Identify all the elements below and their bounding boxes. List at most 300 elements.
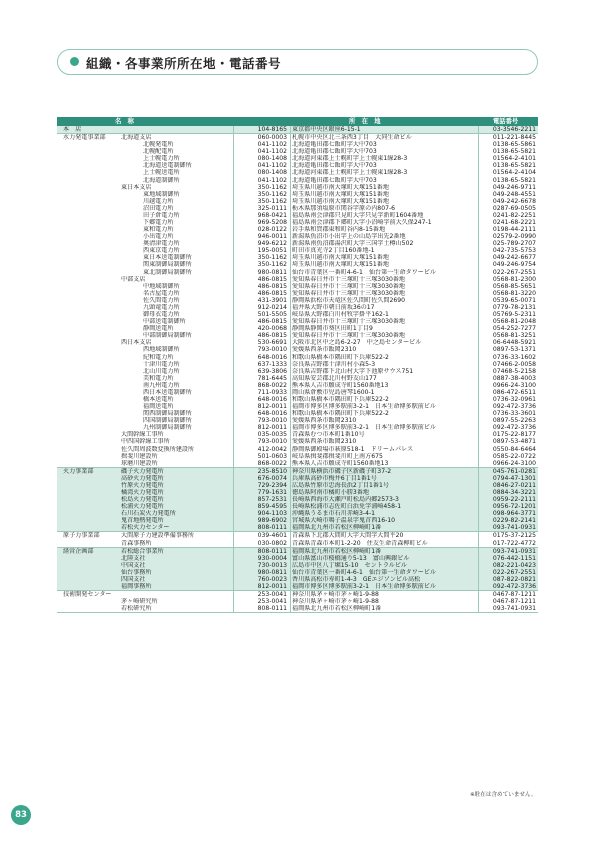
table-row	[57, 155, 538, 162]
table-row	[57, 503, 538, 510]
office-name-cell: 鬼首地熱発電所	[121, 517, 164, 525]
postal-code-cell: 730-0013	[257, 561, 287, 569]
address-cell: 福岡市博多区博多駅前3-2-1 日本生命博多駅前ビル	[292, 424, 436, 432]
office-name-cell: 仙台事務所	[121, 568, 152, 576]
table-row	[57, 496, 538, 503]
office-name-cell: 東日本支店	[121, 183, 152, 191]
address-cell: 高知県安芸郡北川村野友山177	[292, 374, 377, 382]
table-row	[57, 583, 538, 590]
address-cell: 兵庫県高砂市梅井6丁目1番1号	[292, 474, 377, 482]
postal-code-cell: 859-4595	[257, 503, 287, 511]
division-cell: 火力事業部	[63, 467, 94, 475]
address-cell: 和歌山県橋本市隅田町下兵庫522-2	[292, 353, 389, 361]
table-row	[57, 254, 538, 261]
table-row	[57, 354, 538, 361]
office-name-cell: 橋本送電所	[143, 395, 174, 403]
phone-cell: 054-252-7277	[492, 325, 536, 333]
office-name-cell: 静岡送電所	[143, 325, 174, 333]
phone-cell: 03-3546-2211	[492, 126, 536, 133]
postal-code-cell: 041-1102	[257, 148, 287, 156]
postal-code-cell: 812-0011	[257, 403, 287, 411]
office-name-cell: 名古屋電力所	[143, 289, 180, 297]
division-cell: 技術開発センター	[63, 591, 112, 599]
address-cell: 新潟県南魚沼郡湯沢町大字三国字土樽山502	[292, 240, 414, 248]
phone-cell: 045-761-0281	[492, 467, 536, 475]
table-row	[57, 339, 538, 346]
office-name-cell: 中地域制御所	[143, 282, 180, 290]
address-cell: 愛知県春日井市十三塚町十三塚3030番地	[292, 282, 406, 290]
phone-cell: 098-964-3771	[492, 510, 536, 518]
office-name-cell: 下郷電力所	[143, 219, 174, 227]
table-row	[57, 184, 538, 191]
phone-cell: 0568-81-2300	[492, 275, 536, 283]
phone-cell: 0241-82-2251	[492, 211, 536, 219]
header-address: 所 在 地	[349, 118, 381, 125]
table-row	[57, 346, 538, 353]
phone-cell: 06-6448-5921	[492, 339, 536, 347]
office-name-cell: 美和電力所	[143, 374, 174, 382]
office-name-cell: 揖斐川建設所	[121, 452, 158, 460]
table-row	[57, 148, 538, 155]
postal-code-cell: 648-0016	[257, 395, 287, 403]
address-cell: 埼玉県川越市南大塚町大塚151番地	[292, 197, 389, 205]
office-name-cell: 上士幌送電所	[143, 169, 180, 177]
postal-code-cell: 486-0815	[257, 289, 287, 297]
address-cell: 愛知県春日井市十三塚町十三塚3030番地	[292, 318, 406, 326]
office-name-cell: 福岡送電所	[143, 403, 174, 411]
office-name-cell: 西日本送電制御所	[143, 388, 192, 396]
address-cell: 富山県富山市桜橋通り5-13 富山興銀ビル	[292, 554, 410, 562]
office-name-cell: 若松総合事業所	[121, 547, 164, 555]
table-row	[57, 311, 538, 318]
address-cell: 栃木県那須塩原市関谷字原の内807-6	[292, 204, 396, 212]
address-cell: 福岡市博多区博多駅前3-2-1 日本生命博多駅前ビル	[292, 583, 436, 590]
office-name-cell: 関東制御局制御所	[143, 261, 192, 269]
postal-code-cell: 486-0815	[257, 318, 287, 326]
postal-code-cell: 808-0111	[257, 547, 287, 555]
table-row	[57, 283, 538, 290]
address-cell: 埼玉県川越市南大塚町大塚151番地	[292, 190, 389, 198]
table-row	[57, 453, 538, 460]
phone-cell: 0966-24-3100	[492, 459, 536, 467]
phone-cell: 01564-2-4101	[492, 155, 536, 163]
phone-cell: 0539-65-0071	[492, 296, 536, 304]
postal-code-cell: 793-0010	[257, 346, 287, 354]
phone-cell: 0287-69-0505	[492, 204, 536, 212]
table-row	[57, 562, 538, 569]
office-name-cell: 松浦火力発電所	[121, 503, 164, 511]
table-row	[57, 532, 538, 539]
table-row	[57, 382, 538, 389]
address-cell: 和歌山県橋本市隅田町下兵庫522-2	[292, 410, 389, 418]
postal-code-cell: 041-1102	[257, 176, 287, 184]
address-cell: 北海道河東郡上士幌町字上士幌東1線28-3	[292, 169, 408, 177]
phone-cell: 0241-68-2221	[492, 219, 536, 227]
postal-code-cell: 711-0933	[257, 388, 287, 396]
table-row	[57, 438, 538, 445]
division-cell: 水力発電事業部	[63, 134, 106, 142]
phone-cell: 0467-87-1211	[492, 598, 536, 606]
table-row	[57, 290, 538, 297]
address-cell: 北海道亀田郡七飯町字大中703	[292, 141, 377, 149]
table-row	[57, 591, 538, 598]
office-name-cell: 中部送電制御所	[143, 318, 186, 326]
table-row	[57, 548, 538, 555]
postal-code-cell: 946-0011	[257, 233, 287, 241]
phone-cell: 011-221-8445	[492, 134, 536, 142]
address-cell: 青森県むつ市本町1番10号	[292, 431, 365, 439]
postal-code-cell: 793-0010	[257, 417, 287, 425]
office-name-cell: 若松研究所	[121, 605, 152, 613]
office-name-cell: 田子倉電力所	[143, 211, 180, 219]
address-cell: 岐阜県揖斐郡揖斐川町上南方675	[292, 452, 383, 460]
postal-code-cell: 486-0815	[257, 332, 287, 340]
phone-cell: 092-472-3736	[492, 424, 536, 432]
address-cell: 大阪市北区中之島6-2-27 中之島センタービル	[292, 339, 422, 347]
phone-cell: 049-242-6678	[492, 197, 536, 205]
address-cell: 神奈川県茅ヶ崎市茅ヶ崎1-9-88	[292, 591, 379, 599]
table-row	[57, 240, 538, 247]
office-name-cell: 中国支社	[121, 561, 146, 569]
postal-code-cell: 781-6445	[257, 374, 287, 382]
phone-cell: 05769-5-2311	[492, 311, 536, 319]
address-cell: 広島県竹原市忠海長浜2丁目1番1号	[292, 481, 389, 489]
table-section	[57, 532, 538, 547]
address-cell: 岩手県和賀郡東和町谷内8-15番地	[292, 226, 386, 234]
phone-cell: 0138-65-5821	[492, 176, 536, 184]
office-name-cell: 北海道支店	[121, 134, 152, 142]
phone-cell: 0897-55-2263	[492, 417, 536, 425]
address-cell: 広島市中区八丁堀15-10 セントラルビル	[292, 561, 408, 569]
table-row	[57, 177, 538, 184]
office-name-cell: 東日本送電制御所	[143, 254, 192, 262]
postal-code-cell: 253-0041	[257, 591, 287, 599]
phone-cell: 042-735-5753	[492, 247, 536, 255]
postal-code-cell: 812-0011	[257, 583, 287, 590]
table-row	[57, 247, 538, 254]
phone-cell: 093-741-0931	[492, 605, 536, 613]
address-cell: 愛知県春日井市十三塚町十三塚3030番地	[292, 332, 406, 340]
table-row	[57, 510, 538, 517]
address-cell: 長崎県西海市大瀬戸町松島内郷2573-3	[292, 496, 399, 504]
table-row	[57, 576, 538, 583]
table-row	[57, 410, 538, 417]
office-name-cell: 北陸支社	[121, 554, 146, 562]
office-name-cell: 関西制御局制御所	[143, 410, 192, 418]
table-row	[57, 361, 538, 368]
phone-cell: 0568-81-2048	[492, 318, 536, 326]
office-name-cell: 上士幌電力所	[143, 155, 180, 163]
phone-cell: 0175-37-2125	[492, 532, 536, 540]
table-row	[57, 446, 538, 453]
office-name-cell: 北海道送電制御所	[143, 162, 192, 170]
postal-code-cell: 253-0041	[257, 598, 287, 606]
table-section	[57, 591, 538, 613]
address-cell: 愛媛県西条市飯岡2310	[292, 438, 357, 446]
table-row	[57, 233, 538, 240]
office-name-cell: 四国支社	[121, 575, 146, 583]
postal-code-cell: 648-0016	[257, 353, 287, 361]
postal-code-cell: 969-5208	[257, 219, 287, 227]
postal-code-cell: 779-1631	[257, 488, 287, 496]
postal-code-cell: 350-1162	[257, 190, 287, 198]
address-cell: 神奈川県横浜市磯子区新磯子町37-2	[292, 467, 392, 475]
phone-cell: 022-267-2551	[492, 568, 536, 576]
postal-code-cell: 530-6691	[257, 339, 287, 347]
table-section	[57, 468, 538, 533]
address-cell: 福岡市博多区博多駅前3-2-1 日本生命博多駅前ビル	[292, 403, 436, 411]
office-name-cell: 竹原火力発電所	[121, 481, 164, 489]
table-row	[57, 169, 538, 176]
postal-code-cell: 949-6212	[257, 240, 287, 248]
address-cell: 福岡県北九州市若松区柳崎町1番	[292, 547, 382, 555]
office-name-cell: 東地域制御所	[143, 190, 180, 198]
office-name-cell: 紀和電力所	[143, 353, 174, 361]
table-row	[57, 212, 538, 219]
postal-code-cell: 904-1103	[257, 510, 287, 518]
phone-cell: 07466-2-0058	[492, 360, 536, 368]
office-name-cell: 御母衣電力所	[143, 311, 180, 319]
table-row	[57, 489, 538, 496]
postal-code-cell: 039-4601	[257, 532, 287, 540]
address-cell: 福井県大野市朝日前坂36の17	[292, 303, 375, 311]
table-row	[57, 396, 538, 403]
office-name-cell: 橘湾火力発電所	[121, 488, 164, 496]
phone-cell: 049-248-4551	[492, 190, 536, 198]
address-cell: 東京都中央区銀座6-15-1	[292, 126, 361, 133]
address-cell: 静岡県静岡市葵区田町1丁目9	[292, 325, 373, 333]
address-cell: 埼玉県川越市南大塚町大塚151番地	[292, 183, 389, 191]
address-cell: 青森県下北郡大間町大字大間字大間平20	[292, 532, 404, 540]
address-cell: 岐阜県大野郡白川村牧字掛平162-1	[292, 311, 389, 319]
table-row	[57, 297, 538, 304]
office-name-cell: 東北制御局制御所	[143, 268, 192, 276]
office-name-cell: 北幌発電所	[143, 141, 174, 149]
table-row	[57, 191, 538, 198]
table-row	[57, 475, 538, 482]
postal-code-cell: 030-0802	[257, 539, 287, 547]
address-cell: 静岡県御殿場市萩原518-1 ドリームパレス	[292, 445, 414, 453]
table-row	[57, 205, 538, 212]
phone-cell: 0138-65-5821	[492, 148, 536, 156]
office-name-cell: 北海道制御所	[143, 176, 180, 184]
table-row	[57, 375, 538, 382]
table-row	[57, 134, 538, 141]
phone-cell: 086-472-6511	[492, 388, 536, 396]
office-name-cell: 青森事務所	[121, 539, 152, 547]
phone-cell: 0175-22-8177	[492, 431, 536, 439]
phone-cell: 0779-78-2131	[492, 303, 536, 311]
postal-code-cell: 868-0022	[257, 381, 287, 389]
table-section	[57, 134, 538, 468]
table-row	[57, 540, 538, 547]
postal-code-cell: 989-6902	[257, 517, 287, 525]
postal-code-cell: 857-2531	[257, 496, 287, 504]
table-row	[57, 368, 538, 375]
phone-cell: 087-822-0821	[492, 575, 536, 583]
phone-cell: 093-741-0931	[492, 524, 536, 532]
phone-cell: 049-246-9711	[492, 183, 536, 191]
phone-cell: 0568-81-3251	[492, 332, 536, 340]
table-row	[57, 269, 538, 276]
address-cell: 町田市真光寺2丁目160番地-1	[292, 247, 375, 255]
address-cell: 和歌山県橋本市隅田町下兵庫522-2	[292, 395, 389, 403]
postal-code-cell: 793-0010	[257, 438, 287, 446]
phone-cell: 0959-22-2111	[492, 496, 536, 504]
table-row	[57, 198, 538, 205]
office-name-cell: 小出電力所	[143, 233, 174, 241]
address-cell: 奈良県吉野郡十津川村小森5-3	[292, 360, 376, 368]
address-cell: 北海道亀田郡七飯町字大中703	[292, 162, 377, 170]
table-row	[57, 417, 538, 424]
postal-code-cell: 980-0811	[257, 268, 287, 276]
phone-cell: 0846-27-0211	[492, 481, 536, 489]
phone-cell: 0568-81-3220	[492, 289, 536, 297]
phone-cell: 025-789-2707	[492, 240, 536, 248]
address-cell: 北海道亀田郡七飯町字大中703	[292, 176, 377, 184]
footnote: ※駐在は含めていません。	[470, 792, 537, 798]
postal-code-cell: 980-0811	[257, 568, 287, 576]
table-row	[57, 325, 538, 332]
table-row	[57, 219, 538, 226]
postal-code-cell: 080-1408	[257, 169, 287, 177]
office-name-cell: 西地域制御所	[143, 346, 180, 354]
office-name-cell: 磯子火力発電所	[121, 467, 164, 475]
address-cell: 愛媛県西条市飯岡2310	[292, 346, 357, 354]
table-row	[57, 261, 538, 268]
address-cell: 福島県南会津郡下郷町大字小沼崎字前大久保247-1	[292, 219, 432, 227]
address-cell: 埼玉県川越市南大塚町大塚151番地	[292, 261, 389, 269]
address-cell: 徳島県阿南市橘町小勝3番地	[292, 488, 370, 496]
table-row	[57, 605, 538, 612]
office-name-cell: 若松火力センター	[121, 524, 170, 532]
address-cell: 宮城県大崎市鳴子温泉字鬼首西16-10	[292, 517, 396, 525]
address-cell: 熊本県人吉市願成寺町1560番地13	[292, 381, 389, 389]
table-row	[57, 524, 538, 531]
postal-code-cell: 035-0035	[257, 431, 287, 439]
table-row	[57, 598, 538, 605]
phone-cell: 0794-47-1301	[492, 474, 536, 482]
header-phone: 電話番号	[493, 118, 519, 125]
phone-cell: 0229-82-2141	[492, 517, 536, 525]
postal-code-cell: 325-0111	[257, 204, 287, 212]
office-name-cell: 北山川電力所	[143, 367, 180, 375]
postal-code-cell: 350-1162	[257, 183, 287, 191]
office-name-cell: 中四国幹線工事所	[121, 438, 170, 446]
postal-code-cell: 235-8510	[257, 467, 287, 475]
table-section	[57, 126, 538, 134]
table-row	[57, 468, 538, 475]
postal-code-cell: 420-0068	[257, 325, 287, 333]
division-cell: 原子力事業部	[63, 532, 100, 540]
phone-cell: 02579-2-0990	[492, 233, 536, 241]
table-body	[57, 126, 538, 613]
phone-cell: 092-472-3736	[492, 403, 536, 411]
office-name-cell: 九頭竜電力所	[143, 303, 180, 311]
table-row	[57, 482, 538, 489]
table-row	[57, 318, 538, 325]
postal-code-cell: 912-0214	[257, 303, 287, 311]
table-row	[57, 424, 538, 431]
address-cell: 福岡県北九州市若松区柳崎町1番	[292, 524, 382, 532]
table-row	[57, 332, 538, 339]
address-cell: 北海道亀田郡七飯町字大中703	[292, 148, 377, 156]
postal-code-cell: 350-1162	[257, 254, 287, 262]
page-title: 組織・各事業所所在地・電話番号	[86, 56, 282, 71]
address-cell: 仙台市青葉区一番町4-6-1 仙台第一生命タワービル	[292, 568, 436, 576]
postal-code-cell: 060-0003	[257, 134, 287, 142]
postal-code-cell: 028-0122	[257, 226, 287, 234]
postal-code-cell: 350-1162	[257, 197, 287, 205]
phone-cell: 0884-34-3221	[492, 488, 536, 496]
address-cell: 仙台市青葉区一番町4-6-1 仙台第一生命タワービル	[292, 268, 436, 276]
office-name-cell: 石川石炭火力発電所	[121, 510, 176, 518]
table-header	[57, 117, 538, 126]
phone-cell: 093-741-0931	[492, 547, 536, 555]
phone-cell: 049-246-9754	[492, 261, 536, 269]
phone-cell: 0138-65-5861	[492, 141, 536, 149]
phone-cell: 0568-85-5651	[492, 282, 536, 290]
postal-code-cell: 501-5505	[257, 311, 287, 319]
phone-cell: 017-722-4772	[492, 539, 536, 547]
postal-code-cell: 808-0111	[257, 605, 287, 613]
office-name-cell: 佐久間電力所	[143, 296, 180, 304]
office-name-cell: 松島火力発電所	[121, 496, 164, 504]
office-name-cell: 川越電力所	[143, 197, 174, 205]
address-cell: 青森県青森市本町1-2-20 住友生命青森柳町ビル	[292, 539, 428, 547]
address-cell: 静岡県浜松市天竜区佐久間町佐久間2690	[292, 296, 406, 304]
office-name-cell: 中部制御局制御所	[143, 332, 192, 340]
address-cell: 奈良県吉野郡下北山村大字下池原サウス751	[292, 367, 414, 375]
address-cell: 福岡県北九州市若松区柳崎町1番	[292, 605, 382, 613]
address-cell: 埼玉県川越市南大塚町大塚151番地	[292, 254, 389, 262]
postal-code-cell: 486-0815	[257, 275, 287, 283]
table-row	[57, 162, 538, 169]
address-cell: 愛知県春日井市十三塚町十三塚3030番地	[292, 275, 406, 283]
table-row	[57, 555, 538, 562]
postal-code-cell: 195-0051	[257, 247, 287, 255]
office-name-cell: 東和電力所	[143, 226, 174, 234]
address-cell: 長崎県松浦市志佐町白浜免字浦崎458-1	[292, 503, 402, 511]
postal-code-cell: 868-0022	[257, 459, 287, 467]
table-row	[57, 141, 538, 148]
table-row	[57, 226, 538, 233]
table-row	[57, 276, 538, 283]
phone-cell: 0736-32-0961	[492, 395, 536, 403]
postal-code-cell: 648-0016	[257, 410, 287, 418]
table-row	[57, 569, 538, 576]
office-directory-table	[57, 117, 538, 613]
office-name-cell: 北幌配電所	[143, 148, 174, 156]
phone-cell: 076-442-1151	[492, 554, 536, 562]
postal-code-cell: 676-0074	[257, 474, 287, 482]
phone-cell: 0198-44-2111	[492, 226, 536, 234]
phone-cell: 082-221-0423	[492, 561, 536, 569]
phone-cell: 01564-2-4104	[492, 169, 536, 177]
address-cell: 福島県南会津郡只見町大字只見字新町1604番地	[292, 211, 424, 219]
postal-code-cell: 637-1333	[257, 360, 287, 368]
office-name-cell: 球磨川建設所	[121, 459, 158, 467]
postal-code-cell: 501-0603	[257, 452, 287, 460]
address-cell: 熊本県人吉市願成寺町1560番地13	[292, 459, 389, 467]
table-row	[57, 304, 538, 311]
postal-code-cell: 930-0004	[257, 554, 287, 562]
office-name-cell: 沼田電力所	[143, 204, 174, 212]
postal-code-cell: 812-0011	[257, 424, 287, 432]
postal-code-cell: 350-1162	[257, 261, 287, 269]
address-cell: 愛知県春日井市十三塚町十三塚3030番地	[292, 289, 406, 297]
phone-cell: 0897-53-4871	[492, 438, 536, 446]
